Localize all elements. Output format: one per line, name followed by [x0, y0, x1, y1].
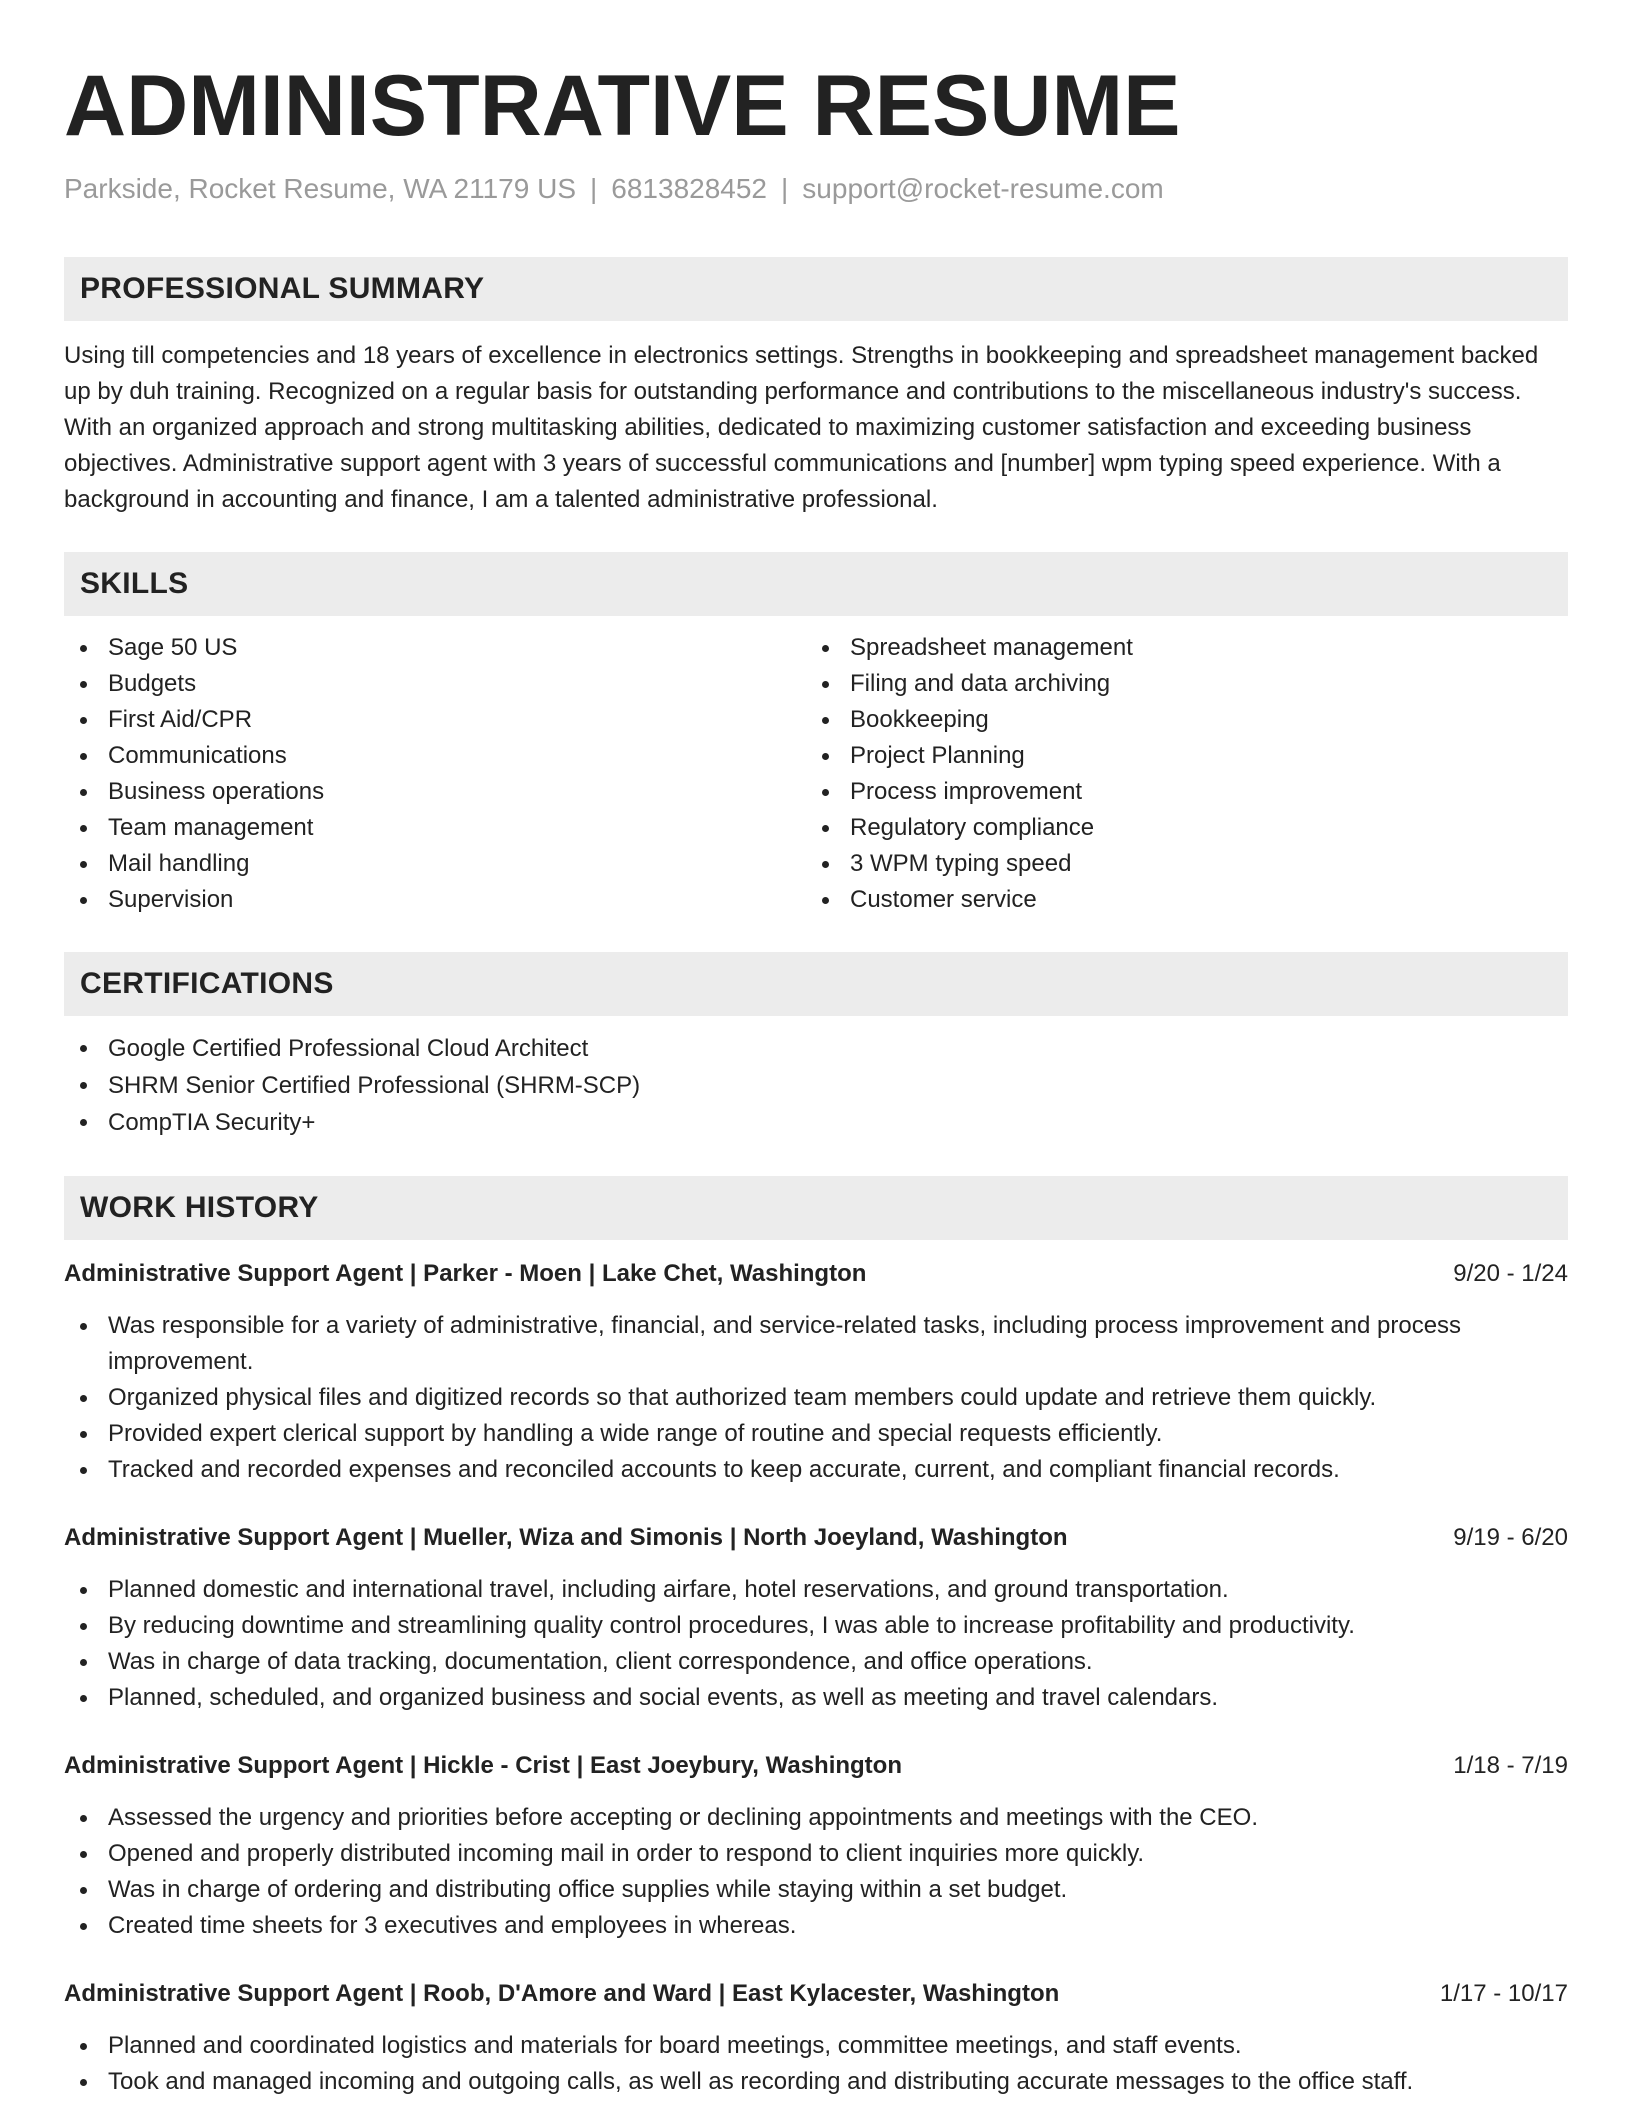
job-bullet: Planned, scheduled, and organized business and social events, as well as meeting and travel calendars. [64, 1680, 1568, 1716]
skill-item: Supervision [64, 882, 806, 918]
skill-item: Customer service [806, 882, 1548, 918]
job-bullet: Opened and properly distributed incoming mail in order to respond to client inquiries more quickly. [64, 1836, 1568, 1872]
work-history-section [64, 1176, 1568, 2100]
skill-item: Communications [64, 738, 806, 774]
section-header [64, 952, 1568, 1016]
job-bullets [64, 2028, 1568, 2100]
certification-item: Google Certified Professional Cloud Architect [64, 1030, 1568, 1067]
skill-item: Sage 50 US [64, 630, 806, 666]
resume-title: ADMINISTRATIVE RESUME [64, 58, 1181, 154]
job-dates: 1/17 - 10/17 [1439, 1980, 1568, 2007]
job-bullet: Was in charge of ordering and distributing office supplies while staying within a set budget. [64, 1872, 1568, 1908]
job-bullet: Organized physical files and digitized records so that authorized team members could update and retrieve them quickly. [64, 1380, 1568, 1416]
contact-separator: | [781, 173, 789, 204]
skill-item: Business operations [64, 774, 806, 810]
job-bullet: Was in charge of data tracking, documentation, client correspondence, and office operations. [64, 1644, 1568, 1680]
skills-columns [64, 630, 1568, 918]
skill-item: Regulatory compliance [806, 810, 1548, 846]
contact-line [64, 172, 1568, 206]
contact-address: Parkside, Rocket Resume, WA 21179 US [64, 173, 576, 204]
skills-section [64, 552, 1568, 918]
job-bullet: Provided expert clerical support by handling a wide range of routine and special requests efficiently. [64, 1416, 1568, 1452]
section-header [64, 552, 1568, 616]
contact-email: support@rocket-resume.com [802, 173, 1164, 204]
job-bullet: By reducing downtime and streamlining quality control procedures, I was able to increase profitability and productivity. [64, 1608, 1568, 1644]
resume-page [64, 0, 1568, 2100]
section-heading: WORK HISTORY [80, 1191, 319, 1224]
job-dates: 1/18 - 7/19 [1453, 1752, 1568, 1779]
section-header [64, 257, 1568, 321]
section-header [64, 1176, 1568, 1240]
job-bullets [64, 1308, 1568, 1488]
job-entry [64, 1976, 1568, 2100]
job-title: Administrative Support Agent | Roob, D'Amore and Ward | East Kylacester, Washington [64, 1980, 1060, 2007]
job-entry [64, 1748, 1568, 1944]
section-heading: SKILLS [80, 567, 189, 600]
job-bullet: Assessed the urgency and priorities before accepting or declining appointments and meetings with the CEO. [64, 1800, 1568, 1836]
job-dates: 9/19 - 6/20 [1453, 1524, 1568, 1551]
skill-item: Budgets [64, 666, 806, 702]
job-header [64, 1256, 1568, 1292]
skill-item: 3 WPM typing speed [806, 846, 1548, 882]
skill-item: Spreadsheet management [806, 630, 1548, 666]
summary-text: Using till competencies and 18 years of excellence in electronics settings. Strengths in bookkeeping and spreadsheet management backed up by duh training. Recognized on a regular basis for outstanding performance and contributions to the miscellaneous industry's success. With an organized approach and strong multitasking abilities, dedicated to maximizing customer satisfaction and exceeding business objectives. Administrative support agent with 3 years of successful communications and [number] wpm typing speed experience. With a background in accounting and finance, I am a talented administrative professional. [64, 342, 1539, 513]
job-header [64, 1520, 1568, 1556]
section-heading: PROFESSIONAL SUMMARY [80, 272, 485, 305]
job-title: Administrative Support Agent | Parker - Moen | Lake Chet, Washington [64, 1260, 867, 1287]
job-title: Administrative Support Agent | Hickle - Crist | East Joeybury, Washington [64, 1752, 902, 1779]
contact-phone: 6813828452 [611, 173, 768, 204]
job-header [64, 1976, 1568, 2012]
skills-list-right [806, 630, 1548, 918]
job-bullet: Tracked and recorded expenses and reconciled accounts to keep accurate, current, and compliant financial records. [64, 1452, 1568, 1488]
certification-item: SHRM Senior Certified Professional (SHRM-SCP) [64, 1067, 1568, 1104]
job-bullet: Was responsible for a variety of administrative, financial, and service-related tasks, including process improvement and process improvement. [64, 1308, 1568, 1380]
contact-separator: | [590, 173, 598, 204]
section-heading: CERTIFICATIONS [80, 967, 334, 1000]
job-bullet: Planned domestic and international travel, including airfare, hotel reservations, and ground transportation. [64, 1572, 1568, 1608]
job-bullets [64, 1800, 1568, 1944]
job-bullet: Took and managed incoming and outgoing calls, as well as recording and distributing accurate messages to the office staff. [64, 2064, 1568, 2100]
skill-item: First Aid/CPR [64, 702, 806, 738]
job-bullet: Planned and coordinated logistics and materials for board meetings, committee meetings, and staff events. [64, 2028, 1568, 2064]
skill-item: Team management [64, 810, 806, 846]
certifications-section [64, 952, 1568, 1141]
summary-section [64, 257, 1568, 518]
job-header [64, 1748, 1568, 1784]
job-bullet: Created time sheets for 3 executives and employees in whereas. [64, 1908, 1568, 1944]
skill-item: Mail handling [64, 846, 806, 882]
skill-item: Project Planning [806, 738, 1548, 774]
skill-item: Bookkeeping [806, 702, 1548, 738]
job-entry [64, 1520, 1568, 1716]
certification-item: CompTIA Security+ [64, 1104, 1568, 1141]
job-bullets [64, 1572, 1568, 1716]
job-entry [64, 1256, 1568, 1488]
certifications-list [64, 1030, 1568, 1141]
job-dates: 9/20 - 1/24 [1453, 1260, 1568, 1287]
skill-item: Filing and data archiving [806, 666, 1548, 702]
skills-list-left [64, 630, 806, 918]
skill-item: Process improvement [806, 774, 1548, 810]
job-title: Administrative Support Agent | Mueller, Wiza and Simonis | North Joeyland, Washington [64, 1524, 1068, 1551]
